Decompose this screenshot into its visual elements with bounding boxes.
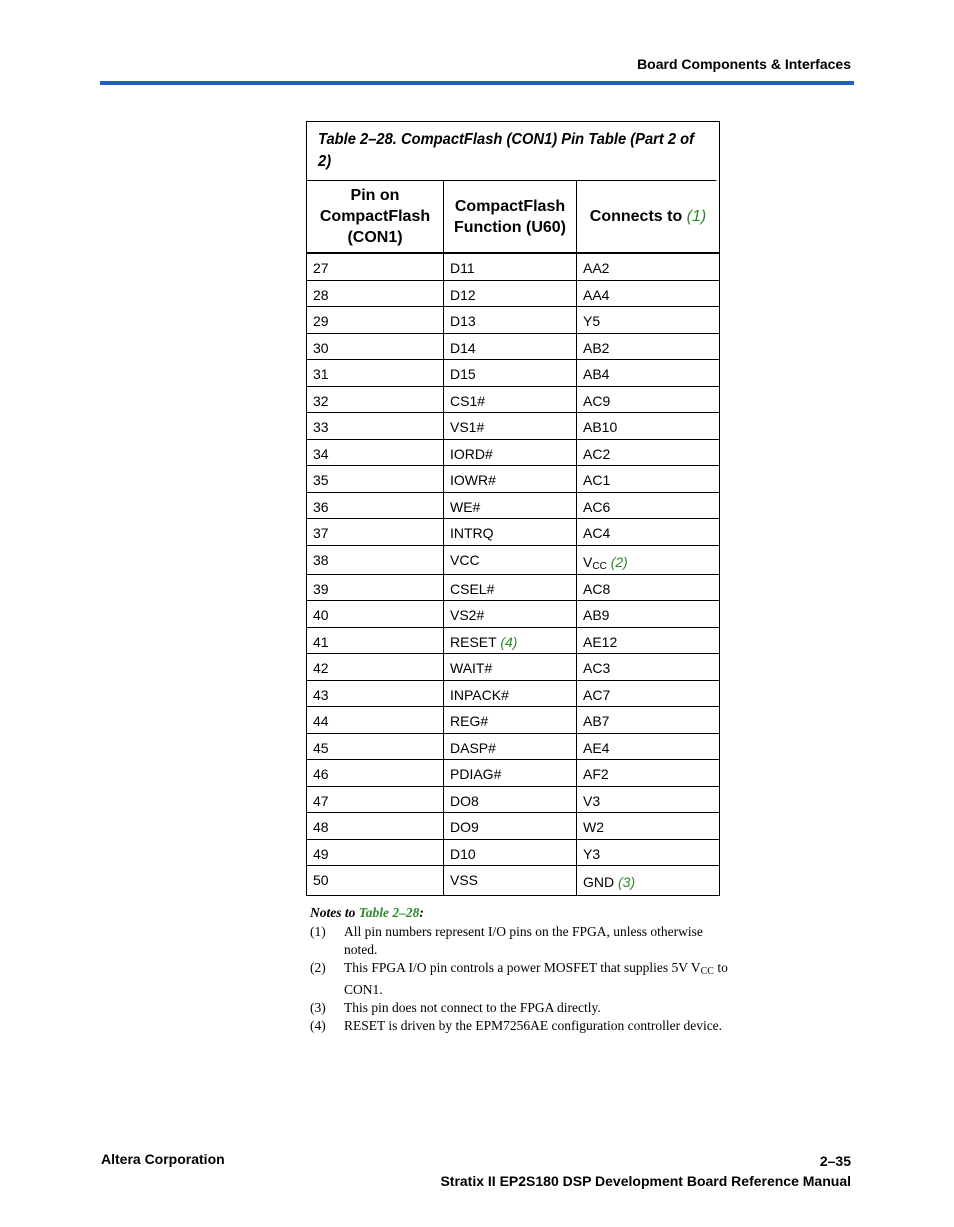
cell-function (444, 787, 577, 812)
cell-pin: 49 (307, 840, 444, 865)
cell-connects (577, 307, 719, 333)
cell-function-text: IOWR# (450, 472, 496, 488)
cell-function (444, 360, 577, 386)
cell-pin: 46 (307, 760, 444, 786)
cell-connects (577, 281, 719, 306)
col-header-connects (577, 181, 719, 252)
note-text-part-b: to CON1. (344, 960, 728, 997)
col-header-connects-label: Connects to (589, 208, 683, 225)
cell-function (444, 546, 577, 574)
cell-connects (577, 575, 719, 600)
table-row (307, 840, 719, 866)
cell-function-text: CSEL# (450, 581, 495, 597)
cell-pin: 29 (307, 307, 444, 333)
cell-connects (577, 840, 719, 865)
header-rule (100, 81, 854, 85)
note-item (310, 999, 730, 1017)
table-row (307, 519, 719, 546)
cell-pin: 40 (307, 601, 444, 627)
note-number: (3) (310, 1000, 326, 1015)
cell-pin: 48 (307, 813, 444, 839)
cell-connects (577, 254, 719, 280)
footer-page-number: 2–35 (819, 1153, 851, 1169)
cell-function-text: WE# (450, 499, 481, 515)
cell-function (444, 813, 577, 839)
cell-connects-text: AC1 (583, 472, 611, 488)
cell-function-text: D10 (450, 846, 476, 862)
pin-table (306, 121, 720, 896)
cell-connects-text: GND (583, 874, 615, 890)
cell-connects (577, 440, 719, 465)
cell-function-text: CS1# (450, 393, 486, 409)
cell-function (444, 681, 577, 706)
cell-function-text: D11 (450, 260, 475, 276)
table-header-row (307, 181, 719, 254)
col-header-function (444, 181, 577, 252)
cell-pin: 39 (307, 575, 444, 600)
cell-connects-text: AC9 (583, 393, 611, 409)
table-row (307, 681, 719, 707)
footer-manual-title: Stratix II EP2S180 DSP Development Board Reference Manual (440, 1173, 851, 1189)
table-caption: Table 2–28. CompactFlash (CON1) Pin Table (Part 2 of 2) (307, 122, 716, 181)
cell-function (444, 575, 577, 600)
cell-function-text: RESET (450, 634, 497, 650)
cell-connects (577, 601, 719, 627)
cell-connects-text: AC8 (583, 581, 611, 597)
cell-pin: 28 (307, 281, 444, 306)
cell-function-text: DO8 (450, 793, 479, 809)
cell-connects-text: AB2 (583, 340, 610, 356)
cell-pin: 42 (307, 654, 444, 680)
cell-connects-text: AF2 (583, 766, 609, 782)
cell-function (444, 519, 577, 545)
cell-function-text: VS2# (450, 607, 485, 623)
note-number: (2) (310, 960, 326, 975)
cell-pin: 27 (307, 254, 444, 280)
table-row (307, 707, 719, 734)
note-number: (1) (310, 924, 326, 939)
table-row (307, 813, 719, 840)
note-text-subscript: CC (700, 966, 714, 977)
cell-connects (577, 681, 719, 706)
cell-function (444, 866, 577, 895)
cell-connects-text: AC7 (583, 687, 611, 703)
cell-pin: 36 (307, 493, 444, 518)
cell-connects (577, 334, 719, 359)
note-number: (4) (310, 1018, 326, 1033)
cell-connects (577, 387, 719, 412)
cell-connects-text: V (583, 554, 593, 570)
cell-pin: 35 (307, 466, 444, 492)
cell-connects (577, 628, 719, 653)
cell-connects (577, 787, 719, 812)
cell-connects-text: AC4 (583, 525, 611, 541)
page-header-title: Board Components & Interfaces (637, 56, 851, 72)
cell-function-text: VS1# (450, 419, 485, 435)
cell-pin: 30 (307, 334, 444, 359)
cell-pin: 50 (307, 866, 444, 895)
table-row (307, 387, 719, 413)
cell-pin: 44 (307, 707, 444, 733)
cell-function (444, 734, 577, 759)
cell-connects-text: AC6 (583, 499, 611, 515)
cell-function-text: INTRQ (450, 525, 494, 541)
cell-function (444, 281, 577, 306)
table-body (307, 254, 719, 895)
cell-function-text: IORD# (450, 446, 493, 462)
cell-connects (577, 654, 719, 680)
cell-connects-text: AB7 (583, 713, 610, 729)
note-ref-link[interactable]: (4) (500, 634, 518, 650)
table-row (307, 254, 719, 281)
table-row (307, 360, 719, 387)
cell-function-text: PDIAG# (450, 766, 502, 782)
cell-connects-text: AB10 (583, 419, 618, 435)
note-text (344, 959, 730, 999)
cell-connects (577, 413, 719, 439)
cell-function-text: D12 (450, 287, 476, 303)
cell-function (444, 628, 577, 653)
cell-function-text: VSS (450, 872, 479, 888)
cell-connects-text: Y3 (583, 846, 601, 862)
cell-function (444, 707, 577, 733)
cell-connects-text: W2 (583, 819, 604, 835)
cell-connects-text: AB9 (583, 607, 610, 623)
cell-connects-text: AB4 (583, 366, 610, 382)
cell-function-text: REG# (450, 713, 489, 729)
col-header-pin (307, 181, 444, 252)
col-header-function-line2: Function (U60) (454, 218, 566, 236)
cell-pin: 47 (307, 787, 444, 812)
col-header-pin-line3: (CON1) (347, 229, 403, 246)
note-ref-link[interactable]: (3) (618, 874, 636, 890)
cell-connects (577, 519, 719, 545)
cell-pin: 34 (307, 440, 444, 465)
table-row (307, 575, 719, 601)
notes-title-suffix: : (419, 905, 424, 920)
cell-pin: 32 (307, 387, 444, 412)
cell-connects (577, 707, 719, 733)
table-notes (310, 904, 730, 1035)
table-row (307, 307, 719, 334)
cell-function-text: VCC (450, 552, 480, 568)
cell-pin: 45 (307, 734, 444, 759)
notes-title (310, 904, 730, 922)
cell-pin: 33 (307, 413, 444, 439)
note-text: All pin numbers represent I/O pins on the FPGA, unless otherwise noted. (344, 924, 703, 957)
cell-function (444, 387, 577, 412)
note-ref-link[interactable]: (2) (610, 554, 628, 570)
col-header-connects-ref[interactable]: (1) (686, 208, 707, 225)
cell-function (444, 493, 577, 518)
cell-function (444, 254, 577, 280)
cell-pin: 43 (307, 681, 444, 706)
note-text: RESET is driven by the EPM7256AE configuration controller device. (344, 1018, 723, 1033)
note-text: This pin does not connect to the FPGA directly. (344, 1000, 601, 1015)
cell-function (444, 307, 577, 333)
cell-function-text: D15 (450, 366, 476, 382)
table-row (307, 787, 719, 813)
cell-function-text: D13 (450, 313, 476, 329)
table-row (307, 760, 719, 787)
cell-function-text: INPACK# (450, 687, 509, 703)
cell-function-text: DO9 (450, 819, 479, 835)
table-row (307, 654, 719, 681)
cell-connects-text: AA2 (583, 260, 610, 276)
cell-pin: 41 (307, 628, 444, 653)
cell-connects (577, 360, 719, 386)
cell-function-text: WAIT# (450, 660, 493, 676)
cell-function (444, 334, 577, 359)
cell-pin: 31 (307, 360, 444, 386)
note-text-part-a: This FPGA I/O pin controls a power MOSFET that supplies 5V V (344, 960, 701, 975)
cell-connects-text: AE4 (583, 740, 610, 756)
cell-function (444, 760, 577, 786)
cell-connects-text: Y5 (583, 313, 601, 329)
cell-pin: 38 (307, 546, 444, 574)
cell-function (444, 840, 577, 865)
cell-function (444, 654, 577, 680)
note-item (310, 959, 730, 999)
table-row (307, 413, 719, 440)
cell-function-text: DASP# (450, 740, 496, 756)
table-row (307, 601, 719, 628)
cell-connects-text: V3 (583, 793, 601, 809)
notes-title-link[interactable]: Table 2–28 (358, 905, 420, 920)
col-header-function-line1: CompactFlash (454, 197, 566, 215)
col-header-pin-line2: CompactFlash (319, 208, 431, 225)
table-row (307, 493, 719, 519)
table-row (307, 546, 719, 575)
table-row (307, 866, 719, 895)
table-row (307, 281, 719, 307)
cell-connects (577, 760, 719, 786)
cell-function (444, 440, 577, 465)
notes-title-prefix: Notes to (310, 905, 359, 920)
table-row (307, 628, 719, 654)
table-row (307, 440, 719, 466)
note-item (310, 923, 730, 959)
table-row (307, 734, 719, 760)
cell-function-text: D14 (450, 340, 476, 356)
table-row (307, 466, 719, 493)
cell-connects (577, 546, 719, 574)
col-header-pin-line1: Pin on (350, 187, 400, 204)
cell-function (444, 466, 577, 492)
cell-connects (577, 493, 719, 518)
cell-pin: 37 (307, 519, 444, 545)
footer-right (440, 1151, 851, 1191)
note-item (310, 1017, 730, 1035)
cell-connects-text: AC3 (583, 660, 611, 676)
cell-function (444, 413, 577, 439)
table-row (307, 334, 719, 360)
footer-company: Altera Corporation (101, 1151, 225, 1167)
cell-connects (577, 866, 719, 895)
cell-connects-text: AA4 (583, 287, 610, 303)
cell-connects (577, 813, 719, 839)
cell-connects-text: AE12 (583, 634, 618, 650)
cell-connects (577, 466, 719, 492)
cell-connects (577, 734, 719, 759)
cell-function (444, 601, 577, 627)
cell-connects-text: AC2 (583, 446, 611, 462)
cell-connects-subscript: CC (592, 561, 607, 572)
